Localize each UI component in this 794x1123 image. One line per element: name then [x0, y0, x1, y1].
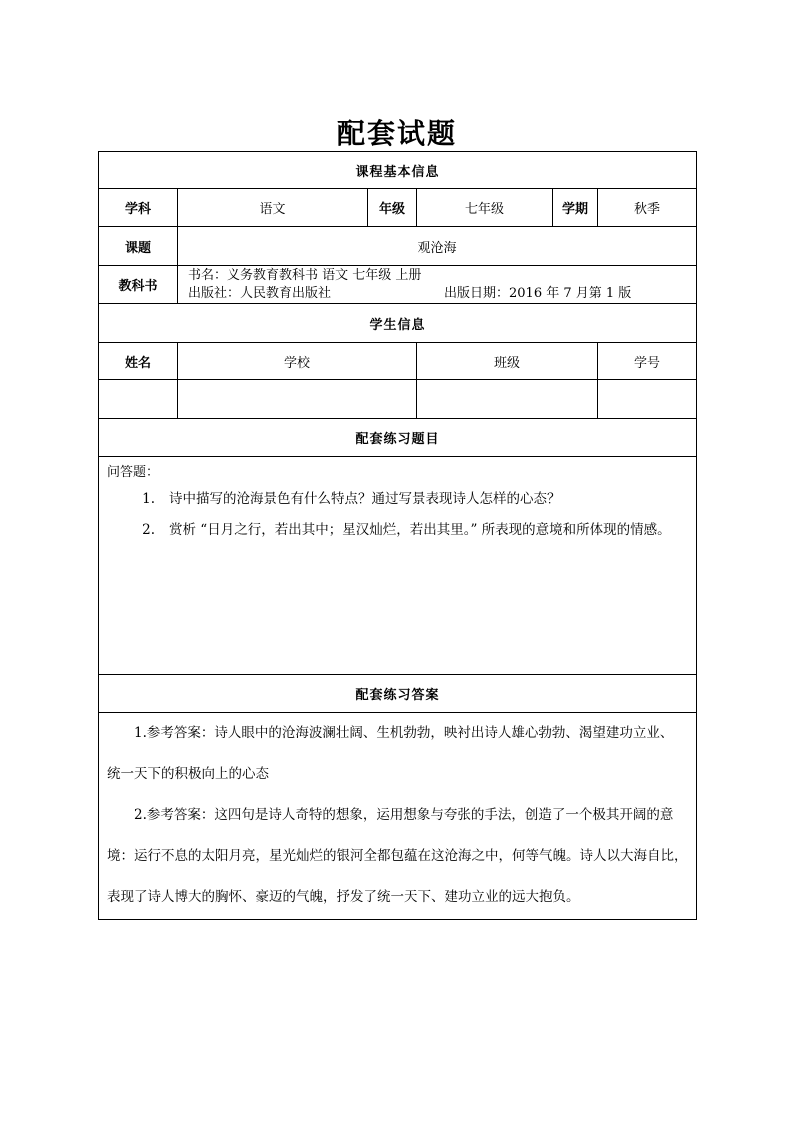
subject-value: 语文 — [178, 189, 368, 227]
textbook-label: 教科书 — [99, 266, 178, 304]
student-info-header: 学生信息 — [99, 304, 697, 343]
exercises-header: 配套练习题目 — [99, 419, 697, 457]
question-item — [107, 521, 688, 539]
course-info-header: 课程基本信息 — [99, 152, 697, 189]
class-label: 班级 — [417, 343, 598, 380]
term-value: 秋季 — [598, 189, 697, 227]
answer-1-line-2: 统一天下的积极向上的心态 — [107, 766, 269, 782]
answer-2-line-3: 表现了诗人博大的胸怀、豪迈的气魄，抒发了统一天下、建功立业的远大抱负。 — [107, 889, 580, 905]
textbook-details — [178, 266, 697, 304]
id-label: 学号 — [598, 343, 697, 380]
answer-2-line-1: 2.参考答案：这四句是诗人奇特的想象，运用想象与夸张的手法，创造了一个极其开阔的意 — [134, 807, 674, 823]
school-label: 学校 — [178, 343, 417, 380]
name-label: 姓名 — [99, 343, 178, 380]
answer-1-line-1: 1.参考答案：诗人眼中的沧海波澜壮阔、生机勃勃，映衬出诗人雄心勃勃、渴望建功立业、 — [134, 725, 674, 741]
term-label: 学期 — [553, 189, 598, 227]
id-field[interactable] — [598, 380, 697, 419]
question-number: 2. — [142, 522, 155, 538]
grade-value: 七年级 — [417, 189, 553, 227]
question-type-label: 问答题： — [107, 465, 160, 480]
answers-body — [99, 713, 697, 920]
answers-header: 配套练习答案 — [99, 675, 697, 713]
subject-label: 学科 — [99, 189, 178, 227]
topic-value: 观沧海 — [178, 227, 697, 266]
name-field[interactable] — [99, 380, 178, 419]
class-field[interactable] — [417, 380, 598, 419]
school-field[interactable] — [178, 380, 417, 419]
question-text: 赏析 “日月之行，若出其中；星汉灿烂，若出其里。” 所表现的意境和所体现的情感。 — [169, 522, 671, 538]
answer-2-line-2: 境：运行不息的太阳月亮，星光灿烂的银河全都包蕴在这沧海之中，何等气魄。诗人以大海自比， — [107, 848, 688, 864]
textbook-name: 书名：义务教育教科书 语文 七年级 上册 — [188, 267, 422, 283]
worksheet-table — [98, 151, 697, 920]
publisher: 出版社：人民教育出版社 — [188, 285, 332, 301]
exercises-body — [99, 457, 697, 675]
question-item — [107, 490, 688, 508]
publish-date: 出版日期：2016 年 7 月第 1 版 — [444, 285, 632, 301]
question-text: 诗中描写的沧海景色有什么特点？通过写景表现诗人怎样的心态？ — [169, 491, 561, 507]
question-list — [107, 490, 688, 539]
grade-label: 年级 — [368, 189, 417, 227]
page-title: 配套试题 — [336, 117, 457, 150]
topic-label: 课题 — [99, 227, 178, 266]
question-number: 1. — [142, 491, 155, 507]
